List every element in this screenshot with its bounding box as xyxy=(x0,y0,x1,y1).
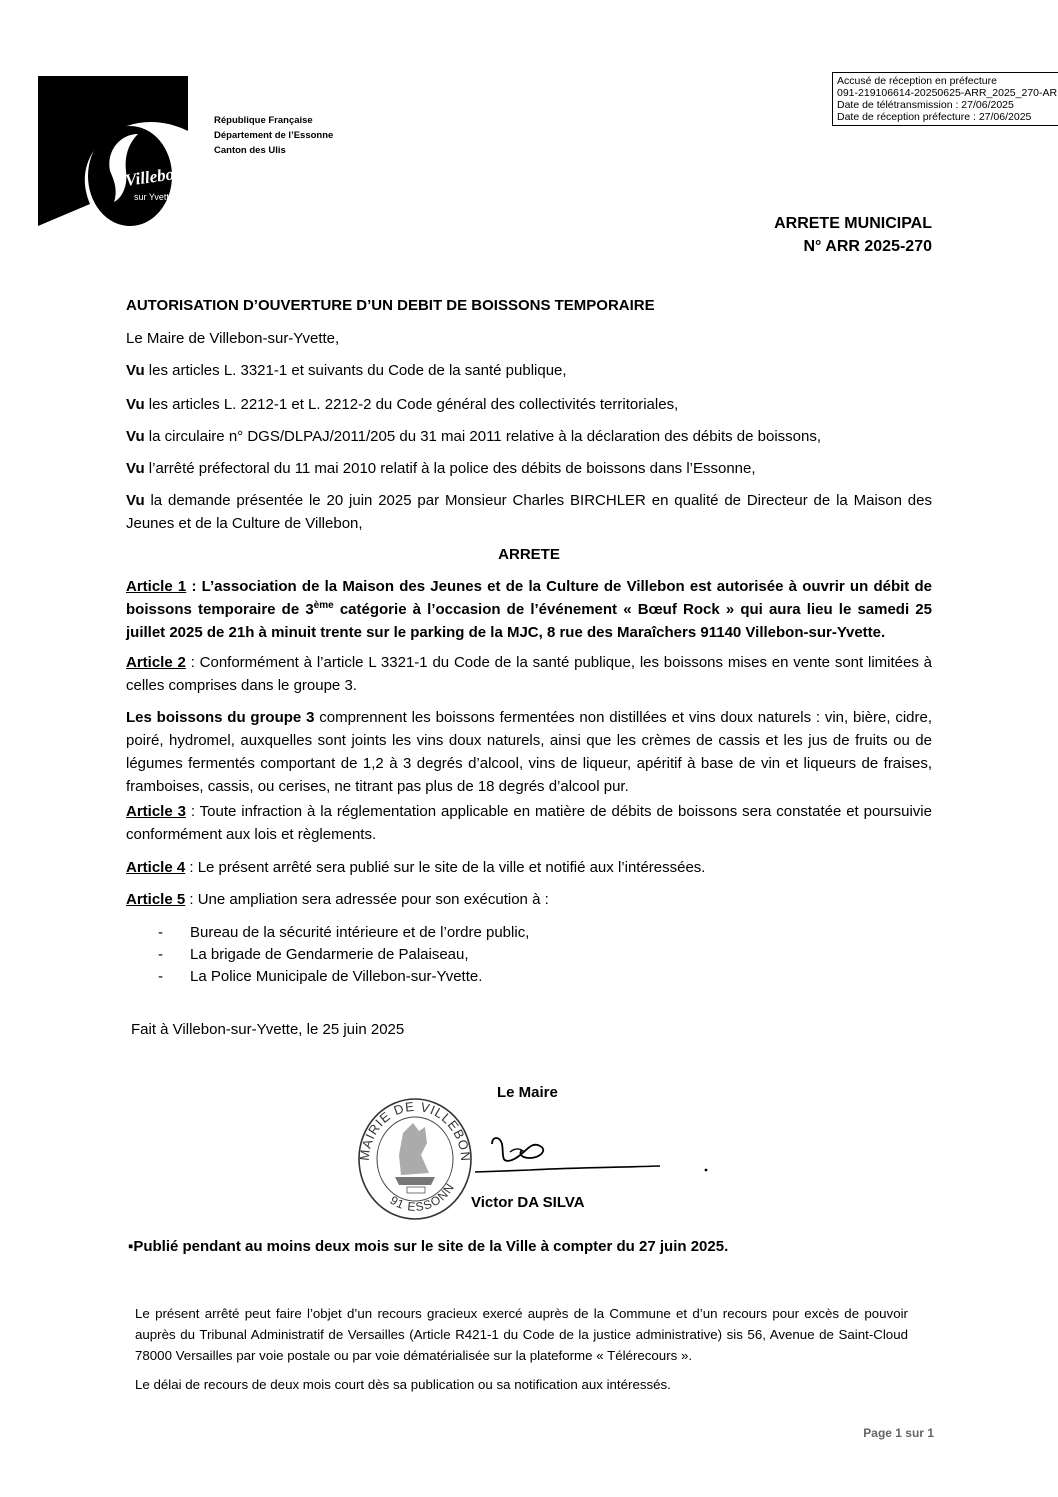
logo-text-villebon: Villebon xyxy=(123,162,185,190)
vu-text: l’arrêté préfectoral du 11 mai 2010 relatif à la police des débits de boissons dans l’Essonne, xyxy=(144,460,756,477)
title-line-1: ARRETE MUNICIPAL xyxy=(774,215,932,232)
vu-label: Vu xyxy=(126,396,145,413)
vu-text: la circulaire n° DGS/DLPAJ/2011/205 du 31 mai 2011 relative à la déclaration des débits de boissons, xyxy=(144,428,822,445)
article-1-text-b: catégorie à l’occasion de l’événement « Bœuf Rock » qui aura lieu le samedi 25 juillet 2025 de 21h à minuit trente sur le parking de la MJC, 8 rue des Maraîchers 91140 Villebon-sur-Yvette. xyxy=(126,601,932,641)
vu-label: Vu xyxy=(126,428,145,445)
list-text: La Police Municipale de Villebon-sur-Yvette. xyxy=(190,968,483,985)
stamp-line-1: Accusé de réception en préfecture xyxy=(837,75,997,87)
fait-a-line: Fait à Villebon-sur-Yvette, le 25 juin 2025 xyxy=(131,1021,405,1038)
article-5 xyxy=(126,888,932,911)
page-number: Page 1 sur 1 xyxy=(863,1426,934,1440)
list-text: Bureau de la sécurité intérieure et de l’ordre public, xyxy=(190,924,530,941)
seal-text-top: MAIRIE DE VILLEBON xyxy=(356,1098,474,1163)
header-republique: République Française xyxy=(214,115,313,126)
stamp-line-4: Date de réception préfecture : 27/06/2025 xyxy=(837,111,1032,123)
article-3-text: : Toute infraction à la réglementation applicable en matière de débits de boissons sera constatée et poursuivie conformément aux lois et règlements. xyxy=(126,803,932,843)
list-item xyxy=(158,965,482,988)
mayor-signature xyxy=(470,1130,720,1180)
article-4-text: : Le présent arrêté sera publié sur le site de la ville et notifié aux l’intéressées. xyxy=(185,859,706,876)
vu-2 xyxy=(126,393,932,416)
seal-text-bottom: 91 ESSONN xyxy=(387,1180,458,1215)
villebon-logo xyxy=(38,76,226,226)
vu-label: Vu xyxy=(126,492,145,509)
article-1 xyxy=(126,575,932,644)
list-item xyxy=(158,921,529,944)
vu-5 xyxy=(126,489,932,535)
vu-label: Vu xyxy=(126,460,145,477)
article-1-text-a: : L’association de la Maison des Jeunes et de la Culture de Villebon est autorisée à ouvrir un débit de boissons temporaire de 3 xyxy=(126,578,932,618)
vu-3 xyxy=(126,425,932,448)
prefecture-stamp xyxy=(832,72,1058,126)
logo-text-sur-yvette: sur Yvette xyxy=(134,192,174,202)
stamp-line-2: 091-219106614-20250625-ARR_2025_270-AR xyxy=(837,87,1058,99)
list-dash: - xyxy=(158,924,163,941)
groupe-3-text: comprennent les boissons fermentées non distillées et vins doux naturels : vin, bière, cidre, poiré, hydromel, auxquelles sont joints les vins doux naturels, ainsi que les crèmes de cassis et les jus de fruits ou de légumes fermentés comportant de 1,2 à 3 degrés d’alcool, vins de liqueur, apéritif à base de vin et liqueurs de fraises, framboises, cassis, ou cerises, ne titrant pas plus de 18 degrés d’alcool pur. xyxy=(126,709,933,795)
document-title xyxy=(774,212,932,258)
legal-recourse-notice: Le présent arrêté peut faire l’objet d’un recours gracieux exercé auprès de la Commune et d’un recours pour excès de pouvoir auprès du Tribunal Administratif de Versailles (Article R421-1 du Code de la justice administrative) sis 56, Avenue de Saint-Cloud 78000 Versailles par voie postale ou par voie dématérialisée sur la plateforme « Télérecours ». xyxy=(135,1306,908,1363)
list-item xyxy=(158,943,469,966)
article-5-label: Article 5 xyxy=(126,891,186,908)
article-4 xyxy=(126,856,932,879)
groupe-3-paragraph xyxy=(126,706,932,798)
administrative-header xyxy=(214,113,333,158)
header-departement: Département de l’Essonne xyxy=(214,130,334,141)
signatory-title: Le Maire xyxy=(497,1084,558,1101)
bullet-icon: ▪ xyxy=(128,1238,134,1255)
vu-text: la demande présentée le 20 juin 2025 par Monsieur Charles BIRCHLER en qualité de Directeur de la Maison des Jeunes et de la Culture de Villebon, xyxy=(126,492,932,532)
title-line-2: N° ARR 2025-270 xyxy=(803,238,932,255)
article-5-text: : Une ampliation sera adressée pour son exécution à : xyxy=(185,891,549,908)
header-canton: Canton des Ulis xyxy=(214,145,286,156)
intro-line: Le Maire de Villebon-sur-Yvette, xyxy=(126,330,340,347)
list-dash: - xyxy=(158,946,163,963)
legal-deadline-notice: Le délai de recours de deux mois court dès sa publication ou sa notification aux intéressés. xyxy=(135,1377,671,1392)
article-2-label: Article 2 xyxy=(126,654,186,671)
article-2-text: : Conformément à l’article L 3321-1 du Code de la santé publique, les boissons mises en vente sont limitées à celles comprises dans le groupe 3. xyxy=(126,654,932,694)
article-4-label: Article 4 xyxy=(126,859,186,876)
vu-text: les articles L. 3321-1 et suivants du Code de la santé publique, xyxy=(144,362,567,379)
publication-text: Publié pendant au moins deux mois sur le site de la Ville à compter du 27 juin 2025. xyxy=(133,1238,729,1255)
article-1-label: Article 1 xyxy=(126,578,187,595)
article-2 xyxy=(126,651,932,697)
mayor-name: Victor DA SILVA xyxy=(471,1194,585,1211)
vu-1 xyxy=(126,359,932,382)
publication-notice xyxy=(128,1238,728,1255)
document-subject: AUTORISATION D’OUVERTURE D’UN DEBIT DE BOISSONS TEMPORAIRE xyxy=(126,297,655,314)
article-3 xyxy=(126,800,932,846)
stamp-line-3: Date de télétransmission : 27/06/2025 xyxy=(837,99,1014,111)
arrete-heading: ARRETE xyxy=(498,546,560,563)
vu-text: les articles L. 2212-1 et L. 2212-2 du Code général des collectivités territoriales, xyxy=(144,396,679,413)
official-seal xyxy=(355,1093,475,1223)
list-dash: - xyxy=(158,968,163,985)
vu-label: Vu xyxy=(126,362,145,379)
groupe-3-label: Les boissons du groupe 3 xyxy=(126,709,315,726)
vu-4 xyxy=(126,457,932,480)
list-text: La brigade de Gendarmerie de Palaiseau, xyxy=(190,946,469,963)
article-3-label: Article 3 xyxy=(126,803,186,820)
article-1-sup: ème xyxy=(313,600,334,611)
